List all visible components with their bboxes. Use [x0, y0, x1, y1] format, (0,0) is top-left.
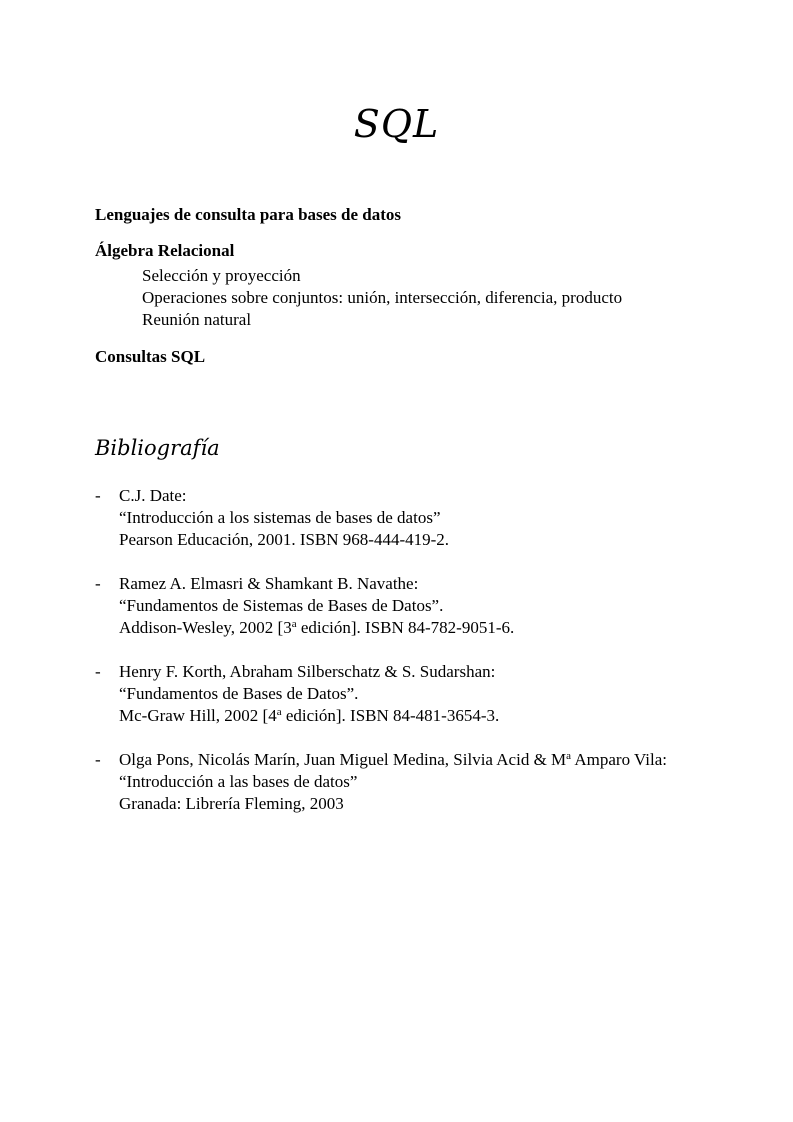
ref-title: “Fundamentos de Bases de Datos”.: [119, 684, 359, 703]
bibliography-list: [95, 485, 785, 837]
list-item: Reunión natural: [142, 310, 252, 329]
bibliography-entry: [95, 485, 785, 551]
bibliography-entry: [95, 661, 785, 727]
ref-publisher-post: edición]. ISBN 84-481-3654-3.: [281, 706, 500, 725]
list-item: Selección y proyección: [142, 266, 301, 285]
ref-publisher: Pearson Educación, 2001. ISBN 968-444-419-2.: [119, 530, 450, 549]
bibliography-entry: [95, 573, 785, 639]
ref-authors: Henry F. Korth, Abraham Silberschatz & S. Sudarshan:: [119, 662, 496, 681]
ref-publisher: Granada: Librería Fleming, 2003: [119, 794, 344, 813]
list-dash: -: [95, 574, 101, 593]
algebra-topic-list: [142, 265, 622, 331]
ref-publisher-post: edición]. ISBN 84-782-9051-6.: [296, 618, 515, 637]
list-dash: -: [95, 486, 101, 505]
ref-edition-superscript: a: [276, 706, 282, 718]
list-dash: -: [95, 750, 101, 769]
section-heading-algebra: Álgebra Relacional: [95, 241, 235, 260]
section-heading-consultas: Consultas SQL: [95, 347, 206, 366]
ref-edition-superscript: a: [291, 618, 297, 630]
ref-authors-superscript: a: [566, 750, 572, 762]
ref-title: “Introducción a las bases de datos”: [119, 772, 358, 791]
ref-authors: Ramez A. Elmasri & Shamkant B. Navathe:: [119, 574, 419, 593]
ref-publisher-pre: Mc-Graw Hill, 2002 [4: [119, 706, 277, 725]
ref-authors: C.J. Date:: [119, 486, 187, 505]
ref-authors: [119, 749, 785, 771]
ref-authors-pre: Olga Pons, Nicolás Marín, Juan Miguel Medina, Silvia Acid & M: [119, 750, 567, 769]
list-item: Operaciones sobre conjuntos: unión, intersección, diferencia, producto: [142, 288, 623, 307]
list-dash: -: [95, 662, 101, 681]
ref-publisher: [119, 705, 785, 727]
bibliography-entry: [95, 749, 785, 815]
bibliography-title: Bibliografía: [95, 436, 220, 460]
page-title: SQL: [353, 102, 440, 146]
ref-title: “Fundamentos de Sistemas de Bases de Datos”.: [119, 596, 444, 615]
ref-publisher: [119, 617, 785, 639]
ref-authors-post: Amparo Vila:: [571, 750, 667, 769]
ref-title: “Introducción a los sistemas de bases de datos”: [119, 508, 441, 527]
section-heading-lenguajes: Lenguajes de consulta para bases de datos: [95, 205, 402, 224]
ref-publisher-pre: Addison-Wesley, 2002 [3: [119, 618, 292, 637]
